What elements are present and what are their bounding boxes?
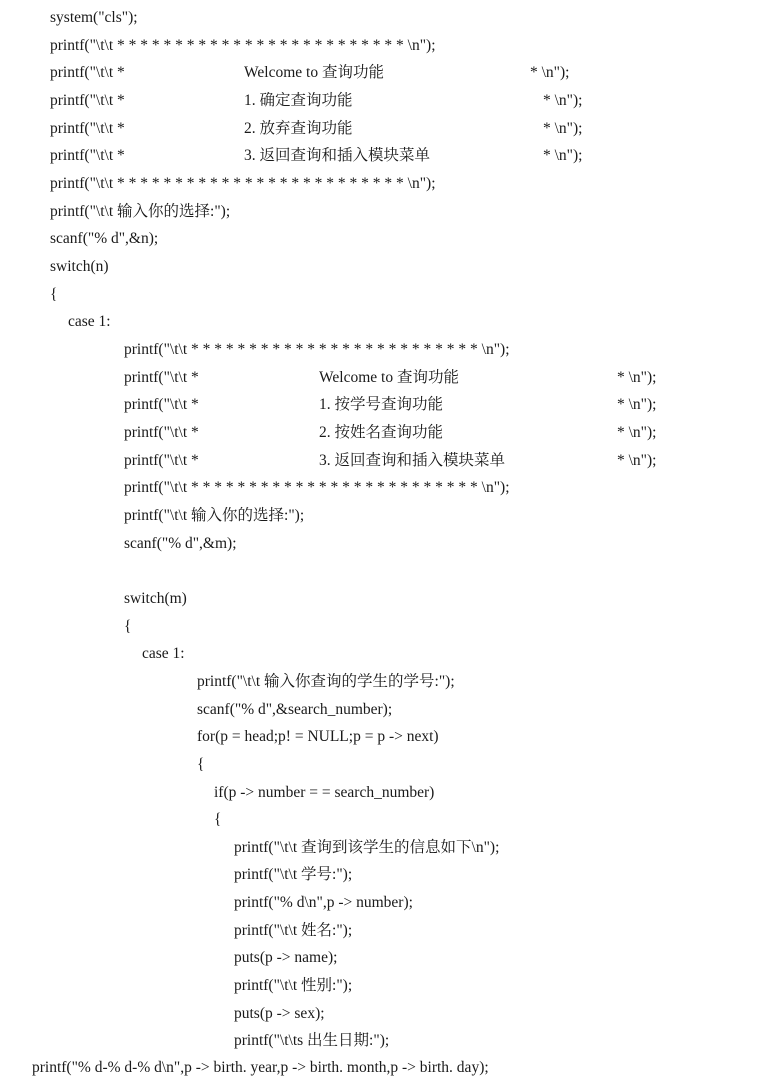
code-segment: Welcome to 查询功能 xyxy=(244,64,384,81)
code-line xyxy=(0,644,764,664)
code-segment: printf("% d\n",p -> number); xyxy=(234,894,413,911)
code-segment: printf("\t\t * xyxy=(50,92,125,109)
code-line xyxy=(0,257,764,277)
code-segment: printf("\t\t 学号:"); xyxy=(234,866,353,883)
code-line xyxy=(0,727,764,747)
code-segment: printf("\t\t 输入你的选择:"); xyxy=(50,203,231,220)
code-segment: { xyxy=(124,618,132,635)
code-segment: printf("\t\ts 出生日期:"); xyxy=(234,1032,390,1049)
code-segment: printf("\t\t 输入你查询的学生的学号:"); xyxy=(197,673,455,690)
code-segment: printf("\t\t * * * * * * * * * * * * * * * * * * * * * * * * * \n"); xyxy=(124,341,510,358)
code-line xyxy=(0,368,764,388)
code-line xyxy=(0,8,764,28)
code-segment: puts(p -> sex); xyxy=(234,1005,325,1022)
code-segment: case 1: xyxy=(142,645,185,662)
code-segment: { xyxy=(197,756,205,773)
code-line xyxy=(0,783,764,803)
code-line xyxy=(0,478,764,498)
code-line xyxy=(0,1004,764,1024)
code-line xyxy=(0,202,764,222)
code-segment: puts(p -> name); xyxy=(234,949,338,966)
code-segment: printf("% d-% d-% d\n",p -> birth. year,p -> birth. month,p -> birth. day); xyxy=(32,1059,489,1076)
code-segment: printf("\t\t * * * * * * * * * * * * * * * * * * * * * * * * * \n"); xyxy=(50,175,436,192)
code-segment: { xyxy=(50,286,58,303)
code-line xyxy=(0,451,764,471)
code-segment: * \n"); xyxy=(617,452,657,469)
code-segment: printf("\t\t * xyxy=(50,147,125,164)
code-segment: switch(m) xyxy=(124,590,187,607)
code-line xyxy=(0,229,764,249)
code-segment: 1. 按学号查询功能 xyxy=(319,396,444,413)
code-line xyxy=(0,146,764,166)
code-segment: printf("\t\t * xyxy=(124,369,199,386)
code-line xyxy=(0,174,764,194)
code-segment: printf("\t\t 姓名:"); xyxy=(234,922,353,939)
code-line xyxy=(0,948,764,968)
code-segment: * \n"); xyxy=(617,396,657,413)
code-line xyxy=(0,700,764,720)
code-segment: * \n"); xyxy=(530,64,570,81)
code-segment: 3. 返回查询和插入模块菜单 xyxy=(319,452,506,469)
code-line xyxy=(0,63,764,83)
code-line xyxy=(0,921,764,941)
code-line xyxy=(0,91,764,111)
code-line xyxy=(0,312,764,332)
code-line xyxy=(0,506,764,526)
code-segment: * \n"); xyxy=(543,147,583,164)
code-segment: printf("\t\t 查询到该学生的信息如下\n"); xyxy=(234,839,500,856)
code-line xyxy=(0,340,764,360)
code-line xyxy=(0,810,764,830)
code-line xyxy=(0,755,764,775)
code-line xyxy=(0,865,764,885)
code-segment: Welcome to 查询功能 xyxy=(319,369,459,386)
code-segment: * \n"); xyxy=(543,120,583,137)
code-segment: printf("\t\t * xyxy=(50,120,125,137)
code-line xyxy=(0,423,764,443)
code-segment: printf("\t\t * xyxy=(124,396,199,413)
code-segment: printf("\t\t * * * * * * * * * * * * * * * * * * * * * * * * * \n"); xyxy=(124,479,510,496)
code-segment: * \n"); xyxy=(617,369,657,386)
code-line xyxy=(0,589,764,609)
code-segment: for(p = head;p! = NULL;p = p -> next) xyxy=(197,728,439,745)
code-segment: case 1: xyxy=(68,313,111,330)
code-line xyxy=(0,119,764,139)
code-segment: 2. 放弃查询功能 xyxy=(244,120,353,137)
code-segment: scanf("% d",&search_number); xyxy=(197,701,393,718)
code-segment: * \n"); xyxy=(543,92,583,109)
code-segment: 3. 返回查询和插入模块菜单 xyxy=(244,147,431,164)
code-line xyxy=(0,672,764,692)
code-segment: { xyxy=(214,811,222,828)
code-segment: 1. 确定查询功能 xyxy=(244,92,353,109)
code-line xyxy=(0,893,764,913)
code-segment: system("cls"); xyxy=(50,9,138,26)
code-segment: 2. 按姓名查询功能 xyxy=(319,424,444,441)
code-segment: printf("\t\t 输入你的选择:"); xyxy=(124,507,305,524)
code-segment: switch(n) xyxy=(50,258,109,275)
code-line xyxy=(0,285,764,305)
code-segment: printf("\t\t * * * * * * * * * * * * * * * * * * * * * * * * * \n"); xyxy=(50,37,436,54)
code-line xyxy=(0,1031,764,1051)
code-segment: if(p -> number = = search_number) xyxy=(214,784,435,801)
code-line xyxy=(0,617,764,637)
code-line xyxy=(0,534,764,554)
code-line xyxy=(0,976,764,996)
code-line xyxy=(0,1058,764,1078)
code-line xyxy=(0,36,764,56)
code-segment: printf("\t\t 性别:"); xyxy=(234,977,353,994)
code-segment: scanf("% d",&m); xyxy=(124,535,237,552)
code-segment: * \n"); xyxy=(617,424,657,441)
code-segment: scanf("% d",&n); xyxy=(50,230,159,247)
code-segment: printf("\t\t * xyxy=(124,452,199,469)
code-segment: printf("\t\t * xyxy=(50,64,125,81)
code-line xyxy=(0,395,764,415)
code-segment: printf("\t\t * xyxy=(124,424,199,441)
code-line xyxy=(0,838,764,858)
